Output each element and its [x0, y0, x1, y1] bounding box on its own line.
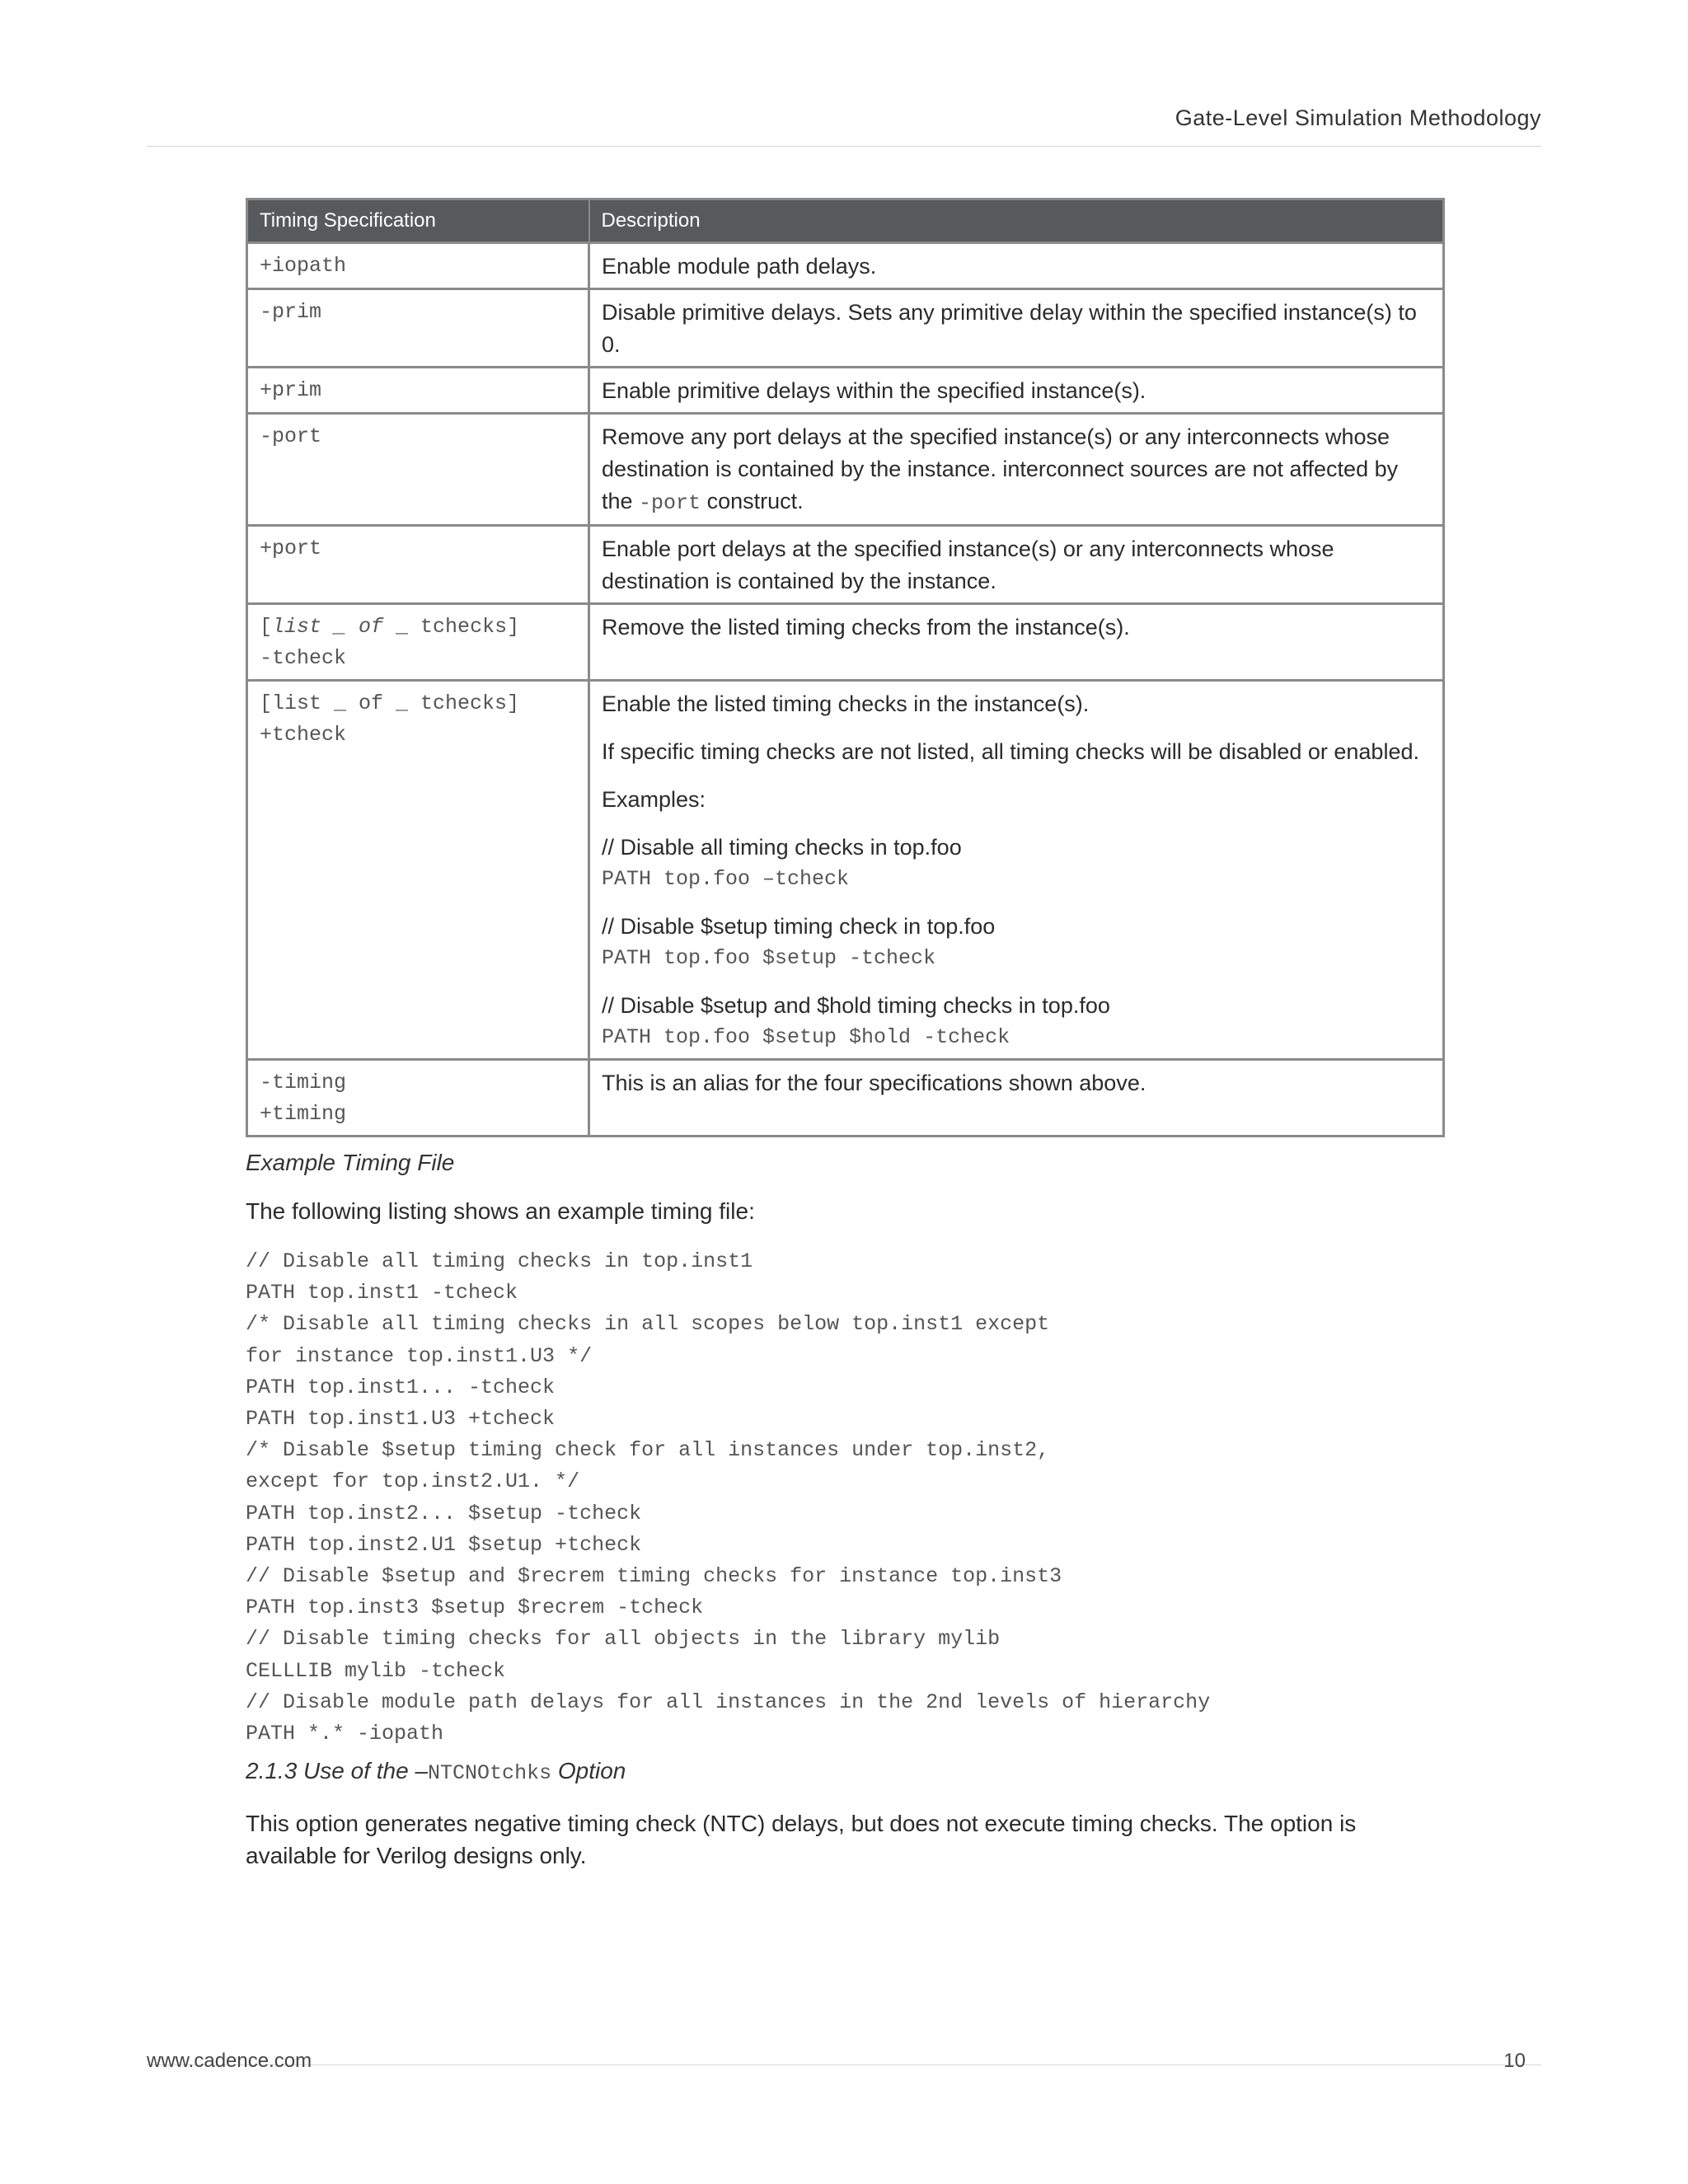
spec-line [260, 612, 576, 643]
spec-cell [247, 1060, 589, 1137]
example-comment: // Disable $setup timing check in top.foo [602, 914, 996, 939]
description-cell: Enable primitive delays within the specified instance(s). [589, 368, 1444, 414]
example-code: PATH top.foo $setup -tcheck [602, 946, 936, 970]
heading-text: Option [551, 1758, 626, 1783]
heading-text: 2.1.3 Use of the – [246, 1758, 429, 1783]
example-block [602, 990, 1431, 1053]
description-cell: Enable port delays at the specified instance(s) or any interconnects whose destination is contained by the instance. [589, 526, 1444, 604]
description-note: If specific timing checks are not listed, all timing checks will be disabled or enabled. [602, 739, 1419, 764]
table-row [247, 1060, 1444, 1137]
description-cell: Disable primitive delays. Sets any primitive delay within the specified instance(s) to 0. [589, 289, 1444, 368]
timing-spec-table [246, 198, 1445, 1137]
example-title: Example Timing File [246, 1150, 455, 1175]
description-text: construct. [701, 489, 804, 513]
column-header-description: Description [589, 199, 1444, 243]
footer-rule [147, 2064, 1541, 2065]
spec-cell: +iopath [247, 243, 589, 289]
description-cell [589, 414, 1444, 526]
description-cell: Remove the listed timing checks from the instance(s). [589, 604, 1444, 681]
description-cell: Enable module path delays. [589, 243, 1444, 289]
spec-italic-text: list _ of [272, 615, 384, 639]
examples-label: Examples: [602, 787, 706, 812]
heading-code: NTCNOtchks [428, 1761, 552, 1785]
spec-cell [247, 604, 589, 681]
description-cell: This is an alias for the four specifications shown above. [589, 1060, 1444, 1137]
description-text: Remove any port delays at the specified instance(s) or any interconnects whose destination is contained by the instance. interconnect sources are not affected by the [602, 424, 1399, 513]
spec-line: -tcheck [260, 646, 347, 670]
spec-line: +tcheck [260, 723, 347, 747]
example-block [602, 832, 1431, 895]
code-listing: // Disable all timing checks in top.inst1 PATH top.inst1 -tcheck /* Disable all timing checks in all scopes below top.inst1 except for instance top.inst1.U3 */ PATH top.inst1... -tcheck PATH top.inst1.U3 +tcheck /* Disable $setup timing check for all instances under top.inst2, except for top.inst2.U1. */ PATH top.inst2... $setup -tcheck PATH top.inst2.U1 $setup +tcheck // Disable $setup and $recrem timing checks for instance top.inst3 PATH top.inst3 $setup $recrem -tcheck // Disable timing checks for all objects in the library mylib CELLLIB mylib -tcheck // Disable module path delays for all instances in the 2nd levels of hierarchy PATH *.* -iopath [246, 1249, 1211, 1746]
spec-cell [247, 681, 589, 1060]
section-body: This option generates negative timing check (NTC) delays, but does not execute timing checks. The option is available for Verilog designs only. [246, 1811, 1357, 1868]
page-number: 10 [1503, 2050, 1526, 2072]
bracket-text: [ [260, 615, 273, 639]
example-block [602, 911, 1431, 974]
description-text: Enable the listed timing checks in the instance(s). [602, 691, 1090, 716]
example-comment: // Disable all timing checks in top.foo [602, 835, 962, 860]
table-row [247, 526, 1444, 604]
example-comment: // Disable $setup and $hold timing checks in top.foo [602, 993, 1110, 1018]
description-cell [589, 681, 1444, 1060]
table-header-row [247, 199, 1444, 243]
footer-url[interactable]: www.cadence.com [147, 2050, 312, 2072]
table-row [247, 368, 1444, 414]
spec-line: -timing [260, 1071, 347, 1094]
example-code: PATH top.foo $setup $hold -tcheck [602, 1025, 1010, 1049]
spec-cell: +prim [247, 368, 589, 414]
spec-cell: +port [247, 526, 589, 604]
spec-cell: -prim [247, 289, 589, 368]
table-row [247, 681, 1444, 1060]
table-row [247, 414, 1444, 526]
column-header-spec: Timing Specification [247, 199, 589, 243]
spec-line: +timing [260, 1102, 347, 1126]
table-row [247, 243, 1444, 289]
spec-cell: -port [247, 414, 589, 526]
running-header: Gate-Level Simulation Methodology [1175, 105, 1541, 130]
section-heading [246, 1758, 626, 1785]
inline-code: -port [639, 491, 701, 515]
table-row [247, 604, 1444, 681]
header-rule [147, 146, 1541, 147]
example-code: PATH top.foo –tcheck [602, 867, 850, 891]
table-row [247, 289, 1444, 368]
spec-text: _ tchecks] [383, 615, 520, 639]
spec-line: [list _ of _ tchecks] [260, 691, 520, 715]
example-intro: The following listing shows an example timing file: [246, 1198, 755, 1224]
